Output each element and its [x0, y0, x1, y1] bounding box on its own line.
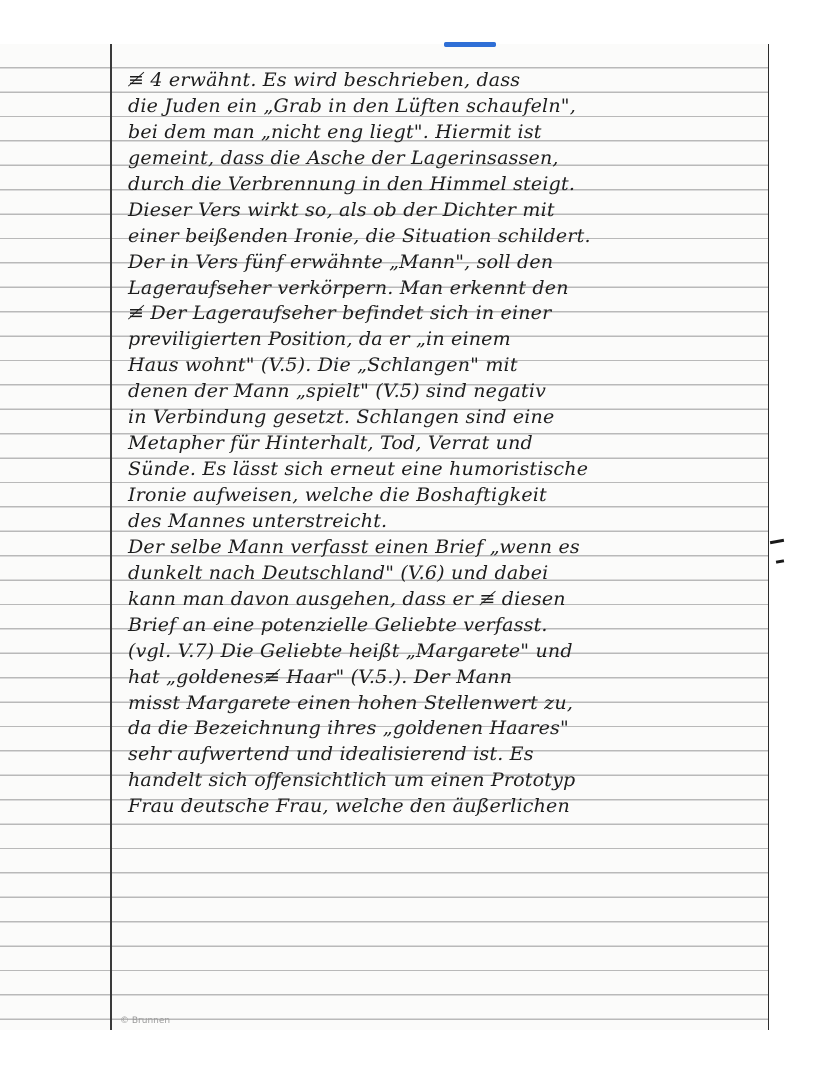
text-line: die Juden ein „Grab in den Lüften schaufeln", [128, 94, 576, 117]
text-line: einer beißenden Ironie, die Situation schildert. [128, 224, 591, 247]
text-line: Metapher für Hinterhalt, Tod, Verrat und [128, 432, 533, 455]
text-line: Brief an eine potenzielle Geliebte verfasst. [128, 613, 548, 636]
text-line: bei dem man „nicht eng liegt". Hiermit ist [128, 120, 542, 143]
text-line: (vgl. V.7) Die Geliebte heißt „Margarete" und [128, 639, 573, 662]
text-line: Dieser Vers wirkt so, als ob der Dichter mit [128, 198, 555, 221]
text-line: Lageraufseher verkörpern. Man erkennt den [128, 276, 569, 299]
text-line: ≢ Der Lageraufseher befindet sich in einer [128, 302, 552, 325]
text-line: kann man davon ausgehen, dass er ≢ diesen [128, 587, 566, 610]
text-line: Frau deutsche Frau, welche den äußerlichen [128, 795, 570, 818]
text-line: Haus wohnt" (V.5). Die „Schlangen" mit [128, 354, 518, 377]
margin-rule [110, 44, 112, 1030]
text-line: durch die Verbrennung in den Himmel steigt. [128, 172, 576, 195]
edge-pen-mark [776, 559, 784, 563]
handwritten-text [128, 68, 754, 820]
blue-tab-marker [444, 42, 496, 47]
text-line: previligierten Position, da er „in einem [128, 328, 511, 351]
text-line: gemeint, dass die Asche der Lagerinsassen, [128, 146, 559, 169]
text-line: in Verbindung gesetzt. Schlangen sind eine [128, 406, 555, 429]
text-line: da die Bezeichnung ihres „goldenen Haares" [128, 717, 569, 740]
text-line: hat „goldenes≢ Haar" (V.5.). Der Mann [128, 665, 513, 688]
edge-pen-mark [770, 539, 784, 544]
text-line: misst Margarete einen hohen Stellenwert zu, [128, 691, 574, 714]
text-line: handelt sich offensichtlich um einen Prototyp [128, 769, 576, 792]
text-line: dunkelt nach Deutschland" (V.6) und dabei [128, 561, 549, 584]
text-line: Der selbe Mann verfasst einen Brief „wenn es [128, 535, 580, 558]
text-line: Ironie aufweisen, welche die Boshaftigkeit [128, 484, 547, 506]
text-line: Der in Vers fünf erwähnte „Mann", soll den [128, 250, 554, 273]
text-line: Sünde. Es lässt sich erneut eine humoristische [128, 458, 589, 481]
text-line: des Mannes unterstreicht. [128, 509, 388, 532]
text-line: ≢ 4 erwähnt. Es wird beschrieben, dass [128, 69, 521, 91]
text-line: denen der Mann „spielt" (V.5) sind negativ [128, 380, 547, 403]
text-line: sehr aufwertend und idealisierend ist. Es [128, 743, 534, 766]
paper-brand-logo: © Brunnen [120, 1016, 171, 1026]
